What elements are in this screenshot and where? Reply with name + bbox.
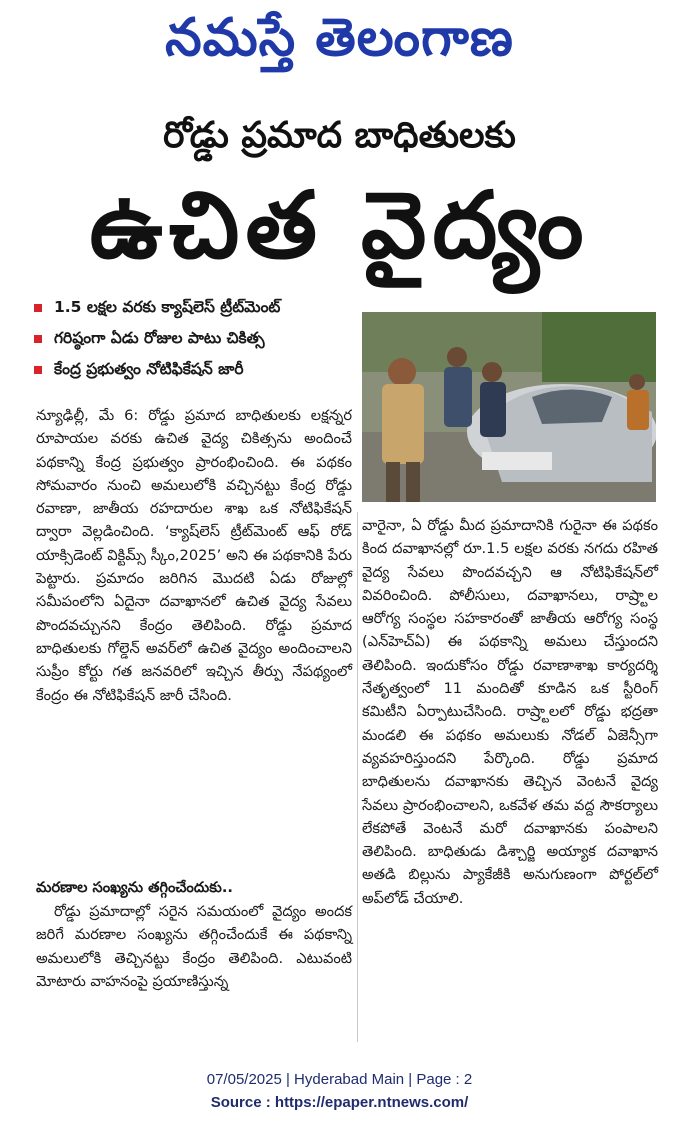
- article-column-2-paragraph: వారైనా, ఏ రోడ్డు మీద ప్రమాదానికి గురైనా ఈ పథకం కింద దవాఖానల్లో రూ.1.5 లక్షల వరకు నగదు రహిత వైద్య సేవలు పొందవచ్చని ఆ నోటిఫికేషన్‌లో వివరించింది. పోలీసులు, దవాఖానలు, రాష్ర్టాల ఆరోగ్య సంస్థల సహకారంతో జాతీయ ఆరోగ్య సంస్థ (ఎన్‌హెచ్‌ఏ) ఈ పథకాన్ని అమలు చేస్తుందని తెలిపింది. ఇందుకోసం రోడ్డు రవాణాశాఖ కార్యదర్శి నేతృత్వంలో 11 మందితో కూడిన ఒక స్టీరింగ్ కమిటీని ఏర్పాటుచేసింది. రాష్ర్టాలలో రోడ్డు భద్రతా మండలి ఈ పథకం అమలుకు నోడల్ ఏజెన్సీగా వ్యవహరిస్తుందని పేర్కొంది. రోడ్డు ప్రమాద బాధితులను దవాఖానకు తెచ్చిన వెంటనే వైద్య సేవలు ప్రారంభించాలని, ఒకవేళ తమ వద్ద సౌకర్యాలు లేకపోతే వెంటనే మరో దవాఖానకు పంపాలని తెలిపింది. బాధితుడు డిశ్చార్జి అయ్యాక దవాఖాన అతడి బిల్లును ప్యాకేజీకి అనుగుణంగా పోర్టల్‌లో అప్‌లోడ్ చేయాలి.: [362, 517, 658, 907]
- bullet-item: [30, 323, 360, 354]
- article-kicker: రోడ్డు ప్రమాద బాధితులకు: [163, 115, 516, 156]
- accident-scene-illustration: [362, 312, 656, 502]
- bullet-item: [30, 354, 360, 385]
- bullet-square-icon: [34, 366, 42, 374]
- edition-info: 07/05/2025 | Hyderabad Main | Page : 2: [206, 1071, 473, 1088]
- bullet-text: కేంద్ర ప్రభుత్వం నోటిఫికేషన్ జారీ: [54, 360, 244, 378]
- article-headline: ఉచిత వైద్యం: [89, 172, 590, 279]
- bullet-square-icon: [34, 304, 42, 312]
- bullet-text: 1.5 లక్షల వరకు క్యాష్‌లెస్ ట్రీట్‌మెంట్: [54, 298, 281, 316]
- bullet-item: [30, 292, 360, 323]
- article-column-1-paragraph-1: న్యూఢిల్లీ, మే 6: రోడ్డు ప్రమాద బాధితులకు లక్షన్నర రూపాయల వరకు ఉచిత వైద్య చికిత్సను అందించే పథకాన్ని కేంద్ర ప్రభుత్వం ప్రారంభించింది. ఈ పథకం సోమవారం నుంచి అమలులోకి వచ్చినట్టు కేంద్ర రోడ్డు రవాణా, జాతీయ రహదారుల శాఖ ఒక నోటిఫికేషన్ ద్వారా వెల్లడించింది. ‘క్యాష్‌లెస్ ట్రీట్‌మెంట్ ఆఫ్ రోడ్ యాక్సిడెంట్ విక్టిమ్స్ స్కీం,2025’ అని ఈ పథకానికి పేరు పెట్టారు. ప్రమాదం జరిగిన మొదటి ఏడు రోజుల్లో సమీపంలోని ఏదైనా దవాఖానలో ఉచిత వైద్య సేవలు పొందవచ్చునని కేంద్రం తెలిపింది. రోడ్డు ప్రమాద బాధితులకు గోల్డెన్ అవర్‌లో ఉచిత వైద్యం అందించాలని సుప్రీం కోర్టు గత జనవరిలో ఇచ్చిన తీర్పు నేపథ్యంలో కేంద్రం ఈ నోటిఫికేషన్ జారీ చేసింది.: [36, 407, 352, 704]
- bullet-text: గరిష్ఠంగా ఏడు రోజుల పాటు చికిత్స: [54, 329, 265, 347]
- bullet-square-icon: [34, 335, 42, 343]
- accident-photo: [362, 312, 656, 502]
- highlight-bullets: [30, 292, 360, 385]
- article-subtitle: మరణాల సంఖ్యను తగ్గించేందుకు..: [36, 879, 233, 896]
- source-link[interactable]: Source : https://epaper.ntnews.com/: [210, 1094, 469, 1111]
- newspaper-masthead: నమస్తే తెలంగాణ: [165, 7, 514, 68]
- column-divider: [357, 512, 358, 1042]
- article-column-1-paragraph-2: రోడ్డు ప్రమాదాల్లో సరైన సమయంలో వైద్యం అందక జరిగే మరణాల సంఖ్యను తగ్గించేందుకే ఈ పథకాన్ని అమలులోకి తెచ్చినట్టు కేంద్రం తెలిపింది. ఎటువంటి మోటారు వాహనంపై ప్రయాణిస్తున్న: [36, 903, 352, 990]
